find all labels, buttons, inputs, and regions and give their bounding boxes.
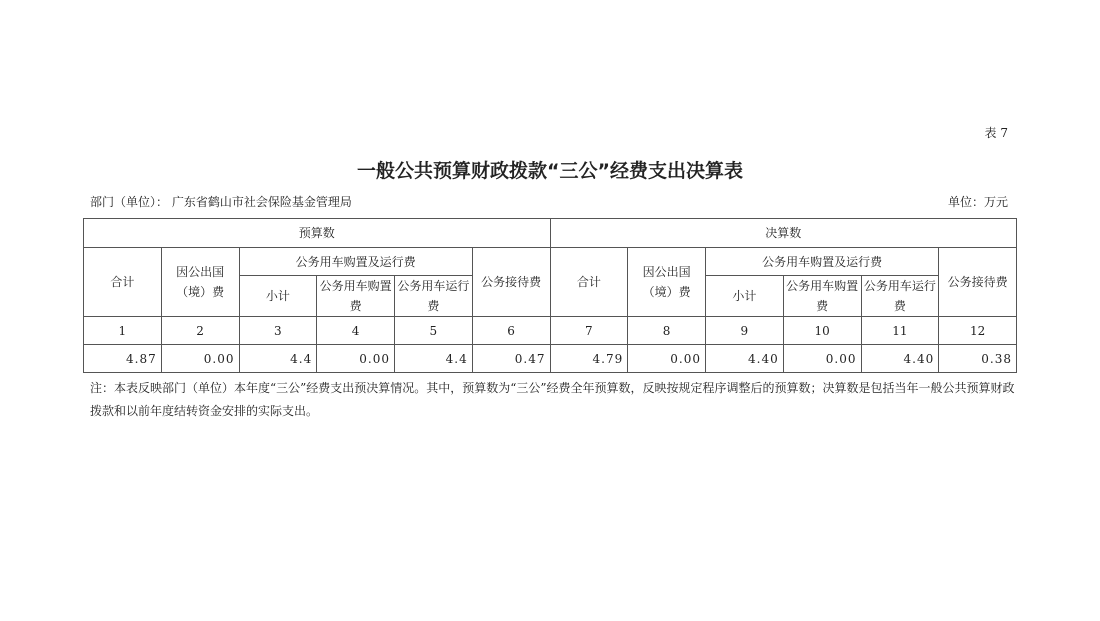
index-cell: 3 [239,317,317,345]
index-cell: 4 [317,317,395,345]
index-cell: 10 [783,317,861,345]
footnote: 注：本表反映部门（单位）本年度“三公”经费支出预决算情况。其中，预算数为“三公”经费全年预算数，反映按规定程序调整后的预算数；决算数是包括当年一般公共预算财政拨款和以前年度结转资金安排的实际支出。 [90,381,1015,418]
car-run-header: 公务用车运行费 [395,276,473,317]
index-cell: 11 [861,317,939,345]
value-cell: 0.00 [628,345,706,373]
index-cell: 9 [706,317,784,345]
subtotal-header: 小计 [706,276,784,317]
index-cell: 7 [550,317,628,345]
unit-label: 单位：万元 [947,195,1008,209]
car-run-header: 公务用车运行费 [861,276,939,317]
abroad-header: 因公出国（境）费 [628,248,706,317]
index-row [84,317,1017,345]
car-purchase-header: 公务用车购置费 [317,276,395,317]
department-line [90,193,352,210]
data-row [84,345,1017,373]
value-cell: 4.40 [706,345,784,373]
final-header: 决算数 [550,219,1017,248]
reception-header: 公务接待费 [472,248,550,317]
value-cell: 4.4 [239,345,317,373]
budget-header: 预算数 [84,219,551,248]
abroad-header: 因公出国（境）费 [161,248,239,317]
subtotal-header: 小计 [239,276,317,317]
index-cell: 12 [939,317,1017,345]
value-cell: 0.00 [161,345,239,373]
car-header: 公务用车购置及运行费 [706,248,939,276]
total-header: 合计 [550,248,628,317]
index-cell: 8 [628,317,706,345]
reception-header: 公务接待费 [939,248,1017,317]
header-row-2 [84,248,1017,276]
value-cell: 0.38 [939,345,1017,373]
car-header: 公务用车购置及运行费 [239,248,472,276]
value-cell: 4.87 [84,345,162,373]
index-cell: 5 [395,317,473,345]
car-purchase-header: 公务用车购置费 [783,276,861,317]
index-cell: 2 [161,317,239,345]
value-cell: 4.79 [550,345,628,373]
index-cell: 6 [472,317,550,345]
value-cell: 0.00 [783,345,861,373]
table-number: 表 7 [984,126,1008,140]
value-cell: 0.00 [317,345,395,373]
page-title: 一般公共预算财政拨款“三公”经费支出决算表 [357,160,743,182]
department-name: 广东省鹤山市社会保险基金管理局 [171,195,352,209]
department-label: 部门（单位）： [90,195,169,209]
value-cell: 4.4 [395,345,473,373]
expense-table [83,218,1017,373]
value-cell: 4.40 [861,345,939,373]
value-cell: 0.47 [472,345,550,373]
total-header: 合计 [84,248,162,317]
header-row-1 [84,219,1017,248]
index-cell: 1 [84,317,162,345]
